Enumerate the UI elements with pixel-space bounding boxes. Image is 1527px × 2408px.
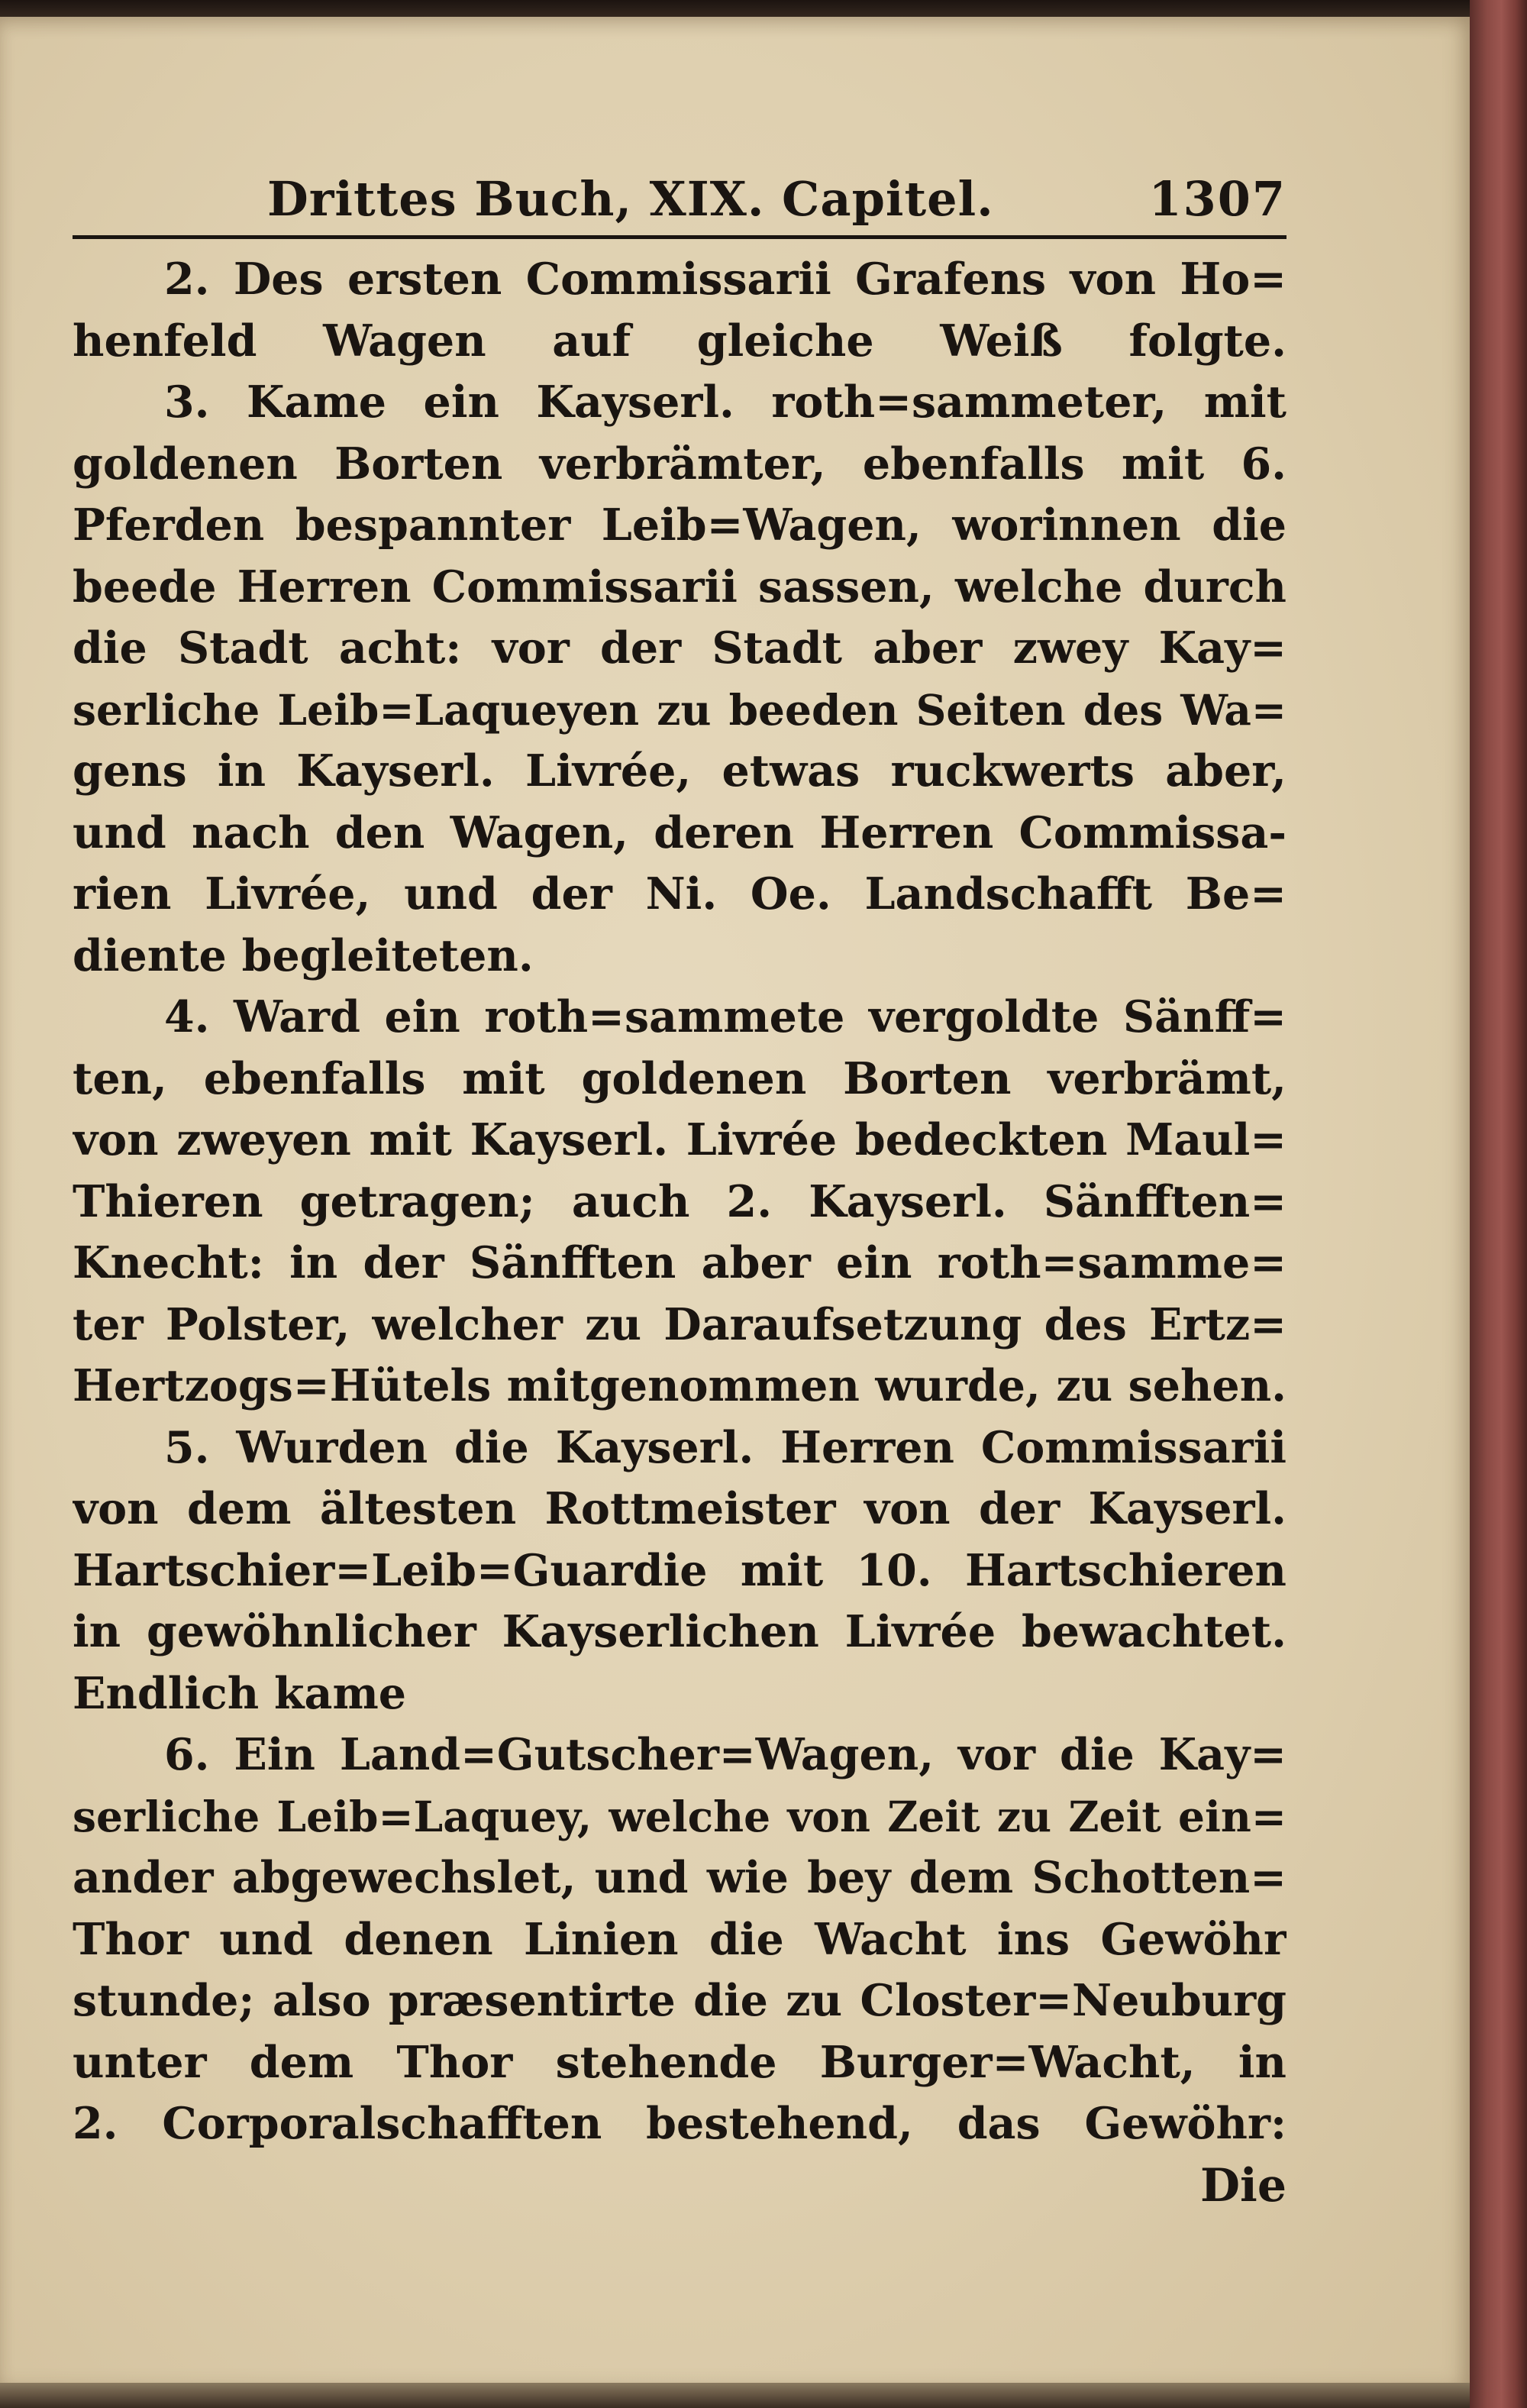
catchword: Die <box>1200 2158 1286 2212</box>
text-line: goldenen Borten verbrämter, ebenfalls mit 6. <box>73 438 1286 490</box>
text-line: die Stadt acht: vor der Stadt aber zwey Kay= <box>73 622 1286 674</box>
text-line: Hertzogs=Hütels mitgenommen wurde, zu sehen. <box>73 1360 1286 1411</box>
text-line: serliche Leib=Laqueyen zu beeden Seiten des Wa= <box>73 684 1286 735</box>
text-block <box>73 160 1286 2216</box>
page-header <box>73 160 1286 244</box>
text-line: henfeld Wagen auf gleiche Weiß folgte. <box>73 315 1286 367</box>
text-line: ter Polster, welcher zu Daraufsetzung des Ertz= <box>73 1298 1286 1350</box>
text-line: 2. Corporalschafften bestehend, das Gewöhr: <box>73 2098 1286 2149</box>
text-line: rien Livrée, und der Ni. Oe. Landschafft Be= <box>73 868 1286 920</box>
text-line: Knecht: in der Sänfften aber ein roth=samme= <box>73 1237 1286 1288</box>
text-line: stunde; also præsentirte die zu Closter=Neuburg <box>73 1975 1286 2026</box>
running-title: Drittes Buch, XIX. Capitel. <box>267 171 994 227</box>
text-line: Thieren getragen; auch 2. Kayserl. Sänfften= <box>73 1175 1286 1227</box>
text-line: und nach den Wagen, deren Herren Commissa- <box>73 806 1286 858</box>
text-line: in gewöhnlicher Kayserlichen Livrée bewachtet. <box>73 1606 1286 1657</box>
text-line: 2. Des ersten Commissarii Grafens von Ho= <box>164 254 1286 305</box>
text-line: Hartschier=Leib=Guardie mit 10. Hartschieren <box>73 1544 1286 1596</box>
body-text <box>73 249 1286 2216</box>
book-bottom-edge <box>0 2383 1470 2408</box>
text-line: diente begleiteten. <box>73 929 534 981</box>
text-line: beede Herren Commissarii sassen, welche durch <box>73 561 1286 613</box>
text-line: Endlich kame <box>73 1667 407 1719</box>
header-rule <box>73 235 1286 239</box>
text-line: 5. Wurden die Kayserl. Herren Commissarii <box>164 1421 1286 1473</box>
text-line: serliche Leib=Laquey, welche von Zeit zu Zeit ein= <box>73 1791 1286 1841</box>
text-line: von dem ältesten Rottmeister von der Kayserl. <box>73 1483 1286 1534</box>
text-line: ten, ebenfalls mit goldenen Borten verbrämt, <box>73 1052 1286 1104</box>
text-line: unter dem Thor stehende Burger=Wacht, in <box>73 2036 1286 2088</box>
text-line: ander abgewechslet, und wie bey dem Schotten= <box>73 1852 1286 1903</box>
text-line: 3. Kame ein Kayserl. roth=sammeter, mit <box>164 377 1286 428</box>
text-line: 6. Ein Land=Gutscher=Wagen, vor die Kay= <box>164 1729 1286 1780</box>
text-line: Thor und denen Linien die Wacht ins Gewöhr <box>73 1913 1286 1965</box>
page-number: 1307 <box>1148 171 1286 227</box>
text-line: gens in Kayserl. Livrée, etwas ruckwerts aber, <box>73 745 1286 797</box>
text-line: 4. Ward ein roth=sammete vergoldte Sänff= <box>164 991 1286 1042</box>
book-binding-edge <box>1470 0 1527 2408</box>
text-line: von zweyen mit Kayserl. Livrée bedeckten Maul= <box>73 1114 1286 1165</box>
text-line: Pferden bespannter Leib=Wagen, worinnen die <box>73 499 1286 551</box>
